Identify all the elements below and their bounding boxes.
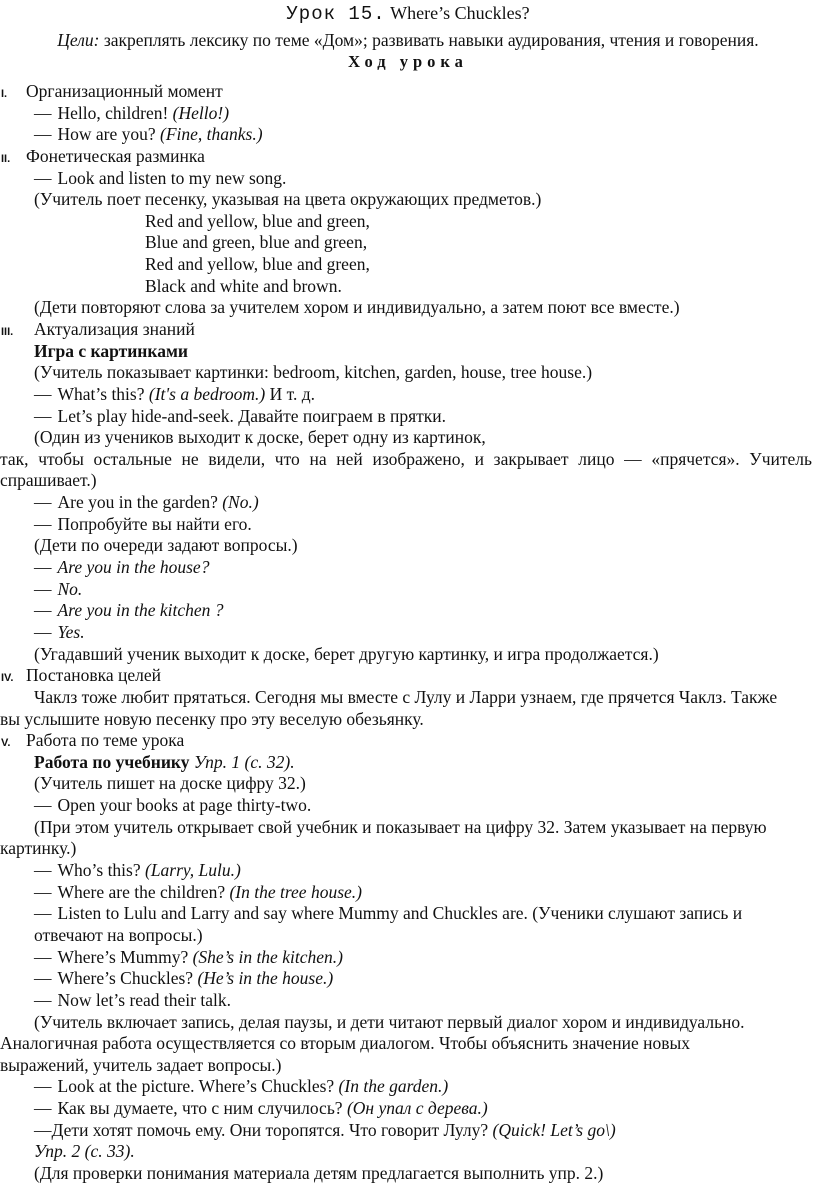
lesson-name: Where’s Chuckles? xyxy=(390,3,530,23)
answer: (Fine, thanks.) xyxy=(160,124,263,145)
section-title: Организационный момент xyxy=(26,81,223,101)
goals-text: закреплять лексику по теме «Дом»; развивать навыки аудирования, чтения и говорения. xyxy=(99,30,759,50)
dialogue-line: — No. xyxy=(34,578,83,599)
section-heading-1 xyxy=(0,81,812,103)
section-title: Работа по теме урока xyxy=(26,730,185,751)
stage-note: (Учитель поет песенку, указывая на цвета окружающих предметов.) xyxy=(34,189,542,210)
stage-note: (Для проверки понимания материала детям предлагается выполнить упр. 2.) xyxy=(34,1162,604,1183)
dialogue-line: — Where are the children? (In the tree house.) xyxy=(34,881,362,902)
dialogue-line: — Are you in the garden? (No.) xyxy=(34,492,259,513)
stage-note: (Учитель пишет на доске цифру 32.) xyxy=(34,773,306,794)
stage-note: (При этом учитель открывает свой учебник и показывает на цифру 32. Затем указывает на первую xyxy=(34,816,767,837)
lesson-body xyxy=(0,81,812,1185)
song-line: Red and yellow, blue and green, xyxy=(145,210,370,231)
paragraph-cont: вы услышите новую песенку про эту веселую обезьянку. xyxy=(0,708,424,729)
exercise-ref: Упр. 2 (с. 33). xyxy=(34,1141,135,1162)
answer: (Quick! Let’s go\) xyxy=(492,1119,616,1140)
answer: (No.) xyxy=(222,492,259,513)
dialogue-line: — Are you in the kitchen ? xyxy=(34,600,224,621)
dialogue-line: — Listen to Lulu and Larry and say where Mummy and Chuckles are. (Ученики слушают запись и xyxy=(34,903,743,924)
lesson-goals xyxy=(0,29,816,51)
stage-note: (Угадавший ученик выходит к доске, берет другую картинку, и игра продолжается.) xyxy=(34,643,659,664)
dialogue-line: — Who’s this? (Larry, Lulu.) xyxy=(34,860,241,881)
dialogue-line: — Are you in the house? xyxy=(34,557,210,578)
textbook-heading: Работа по учебнику Упр. 1 (с. 32). xyxy=(34,751,295,772)
stage-note: (Один из учеников выходит к доске, берет одну из картинок, xyxy=(34,427,486,448)
stage-note-cont: картинку.) xyxy=(0,838,77,859)
song-line: Black and white and brown. xyxy=(145,275,342,296)
stage-note: (Учитель показывает картинки: bedroom, kitchen, garden, house, tree house.) xyxy=(34,362,593,383)
stage-note: (Учитель включает запись, делая паузы, и дети читают первый диалог хором и индивидуально. xyxy=(34,1011,745,1032)
stage-note-cont: так, чтобы остальные не видели, что на ней изображено, и закрывает лицо — «прячется». Учитель xyxy=(0,448,812,469)
answer: (Hello!) xyxy=(172,102,230,123)
dialogue-line: —Дети хотят помочь ему. Они торопятся. Что говорит Лулу? (Quick! Let’s go\) xyxy=(34,1119,616,1140)
dialogue-line: — Look and listen to my new song. xyxy=(34,167,287,188)
section-number: IV. xyxy=(1,672,14,685)
game-title: Игра с картинками xyxy=(34,340,188,361)
section-heading-5 xyxy=(0,730,812,752)
section-number: V. xyxy=(1,737,11,750)
dialogue-line: — Where’s Chuckles? (He’s in the house.) xyxy=(34,968,334,989)
song-line: Red and yellow, blue and green, xyxy=(145,254,370,275)
lesson-number: Урок 15. xyxy=(286,3,386,25)
section-title: Постановка целей xyxy=(26,665,161,686)
course-heading: Ход урока xyxy=(348,52,468,71)
answer: (Он упал с дерева.) xyxy=(346,1098,488,1119)
answer: (It's a bedroom.) xyxy=(148,383,266,404)
dialogue-line-cont: отвечают на вопросы.) xyxy=(34,924,203,945)
section-heading-2 xyxy=(0,146,812,168)
lesson-title xyxy=(0,2,816,25)
section-title: Актуализация знаний xyxy=(34,319,195,340)
dialogue-line: — Look at the picture. Where’s Chuckles? (In the garden.) xyxy=(34,1076,449,1097)
dialogue-line: — Yes. xyxy=(34,621,85,642)
stage-note-cont: спрашивает.) xyxy=(0,470,97,491)
section-heading-3 xyxy=(0,319,812,341)
dialogue-line: — Where’s Mummy? (She’s in the kitchen.) xyxy=(34,946,343,967)
dialogue-line: — How are you? (Fine, thanks.) xyxy=(34,124,263,145)
answer: (He’s in the house.) xyxy=(197,968,334,989)
section-title: Фонетическая разминка xyxy=(26,145,205,166)
stage-note-cont: Аналогичная работа осуществляется со вторым диалогом. Чтобы объяснить значение новых xyxy=(0,1033,691,1054)
goals-label: Цели: xyxy=(57,30,100,50)
song-line: Blue and green, blue and green, xyxy=(145,232,368,253)
section-number: III. xyxy=(1,326,14,339)
dialogue-line: — Как вы думаете, что с ним случилось? (Он упал с дерева.) xyxy=(34,1098,488,1119)
paragraph: Чаклз тоже любит прятаться. Сегодня мы вместе с Лулу и Ларри узнаем, где прячется Чаклз. Также xyxy=(34,686,778,707)
dialogue-line: — Попробуйте вы найти его. xyxy=(34,513,252,534)
answer: (She’s in the kitchen.) xyxy=(192,946,343,967)
stage-note: (Дети повторяют слова за учителем хором и индивидуально, а затем поют все вместе.) xyxy=(34,297,680,318)
exercise-ref: Упр. 1 (с. 32). xyxy=(189,751,295,772)
stage-note: (Дети по очереди задают вопросы.) xyxy=(34,535,298,556)
dialogue-line: — Let’s play hide-and-seek. Давайте поиграем в прятки. xyxy=(34,405,447,426)
dialogue-line: — Hello, children! (Hello!) xyxy=(34,102,230,123)
dialogue-line: — What’s this? (It's a bedroom.) И т. д. xyxy=(34,383,315,404)
section-heading-4 xyxy=(0,665,812,687)
answer: (In the garden.) xyxy=(338,1076,449,1097)
stage-note-cont: выражений, учитель задает вопросы.) xyxy=(0,1054,282,1075)
answer: (In the tree house.) xyxy=(229,881,362,902)
section-number: I. xyxy=(1,88,8,100)
section-number: II. xyxy=(1,152,11,165)
dialogue-line: — Open your books at page thirty-two. xyxy=(34,795,312,816)
dialogue-line: — Now let’s read their talk. xyxy=(34,989,231,1010)
answer: (Larry, Lulu.) xyxy=(145,860,241,881)
